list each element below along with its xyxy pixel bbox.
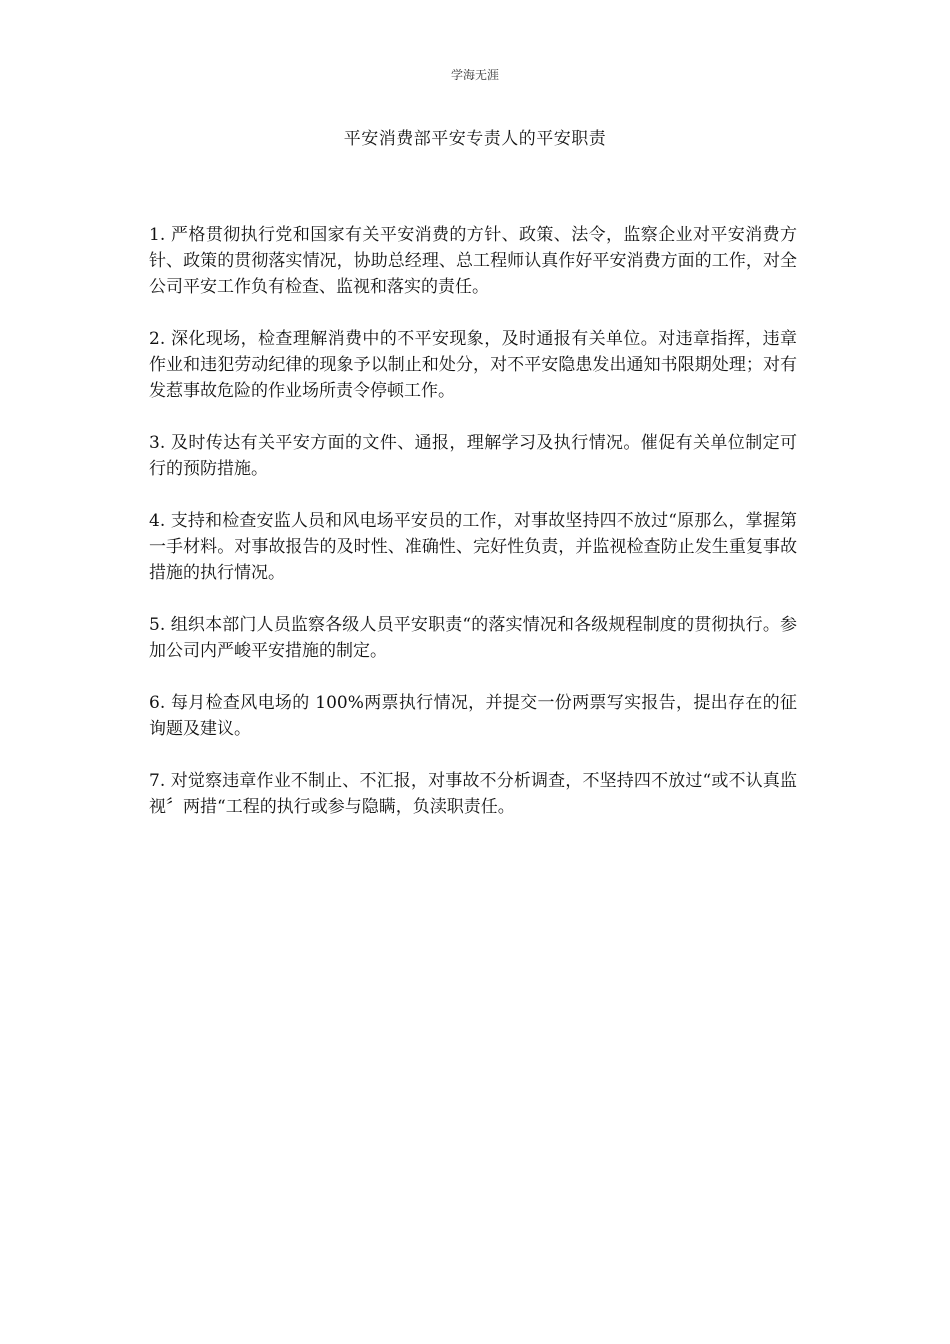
paragraph-1: 1. 严格贯彻执行党和国家有关平安消费的方针、政策、法令，监察企业对平安消费方针、政策的贯彻落实情况，协助总经理、总工程师认真作好平安消费方面的工作，对全公司平安工作负有检查、监视和落实的责任。	[149, 225, 797, 297]
page-header: 学海无涯	[450, 68, 499, 82]
paragraph-3: 3. 及时传达有关平安方面的文件、通报，理解学习及执行情况。催促有关单位制定可行的预防措施。	[149, 433, 797, 479]
paragraph-2: 2. 深化现场，检查理解消费中的不平安现象，及时通报有关单位。对违章指挥，违章作业和违犯劳动纪律的现象予以制止和处分，对不平安隐患发出通知书限期处理；对有发惹事故危险的作业场所责令停顿工作。	[149, 329, 797, 401]
paragraph-4: 4. 支持和检查安监人员和风电场平安员的工作，对事故坚持四不放过“原那么，掌握第一手材料。对事故报告的及时性、准确性、完好性负责，并监视检查防止发生重复事故措施的执行情况。	[149, 511, 797, 583]
paragraph-6: 6. 每月检查风电场的 100%两票执行情况，并提交一份两票写实报告，提出存在的征询题及建议。	[149, 693, 797, 739]
document-title: 平安消费部平安专责人的平安职责	[343, 129, 607, 149]
document-body	[149, 222, 797, 846]
paragraph-5: 5. 组织本部门人员监察各级人员平安职责“的落实情况和各级规程制度的贯彻执行。参加公司内严峻平安措施的制定。	[149, 615, 797, 661]
paragraph-7: 7. 对觉察违章作业不制止、不汇报，对事故不分析调查，不坚持四不放过“或不认真监视〞两措“工程的执行或参与隐瞒，负渎职责任。	[149, 771, 797, 817]
